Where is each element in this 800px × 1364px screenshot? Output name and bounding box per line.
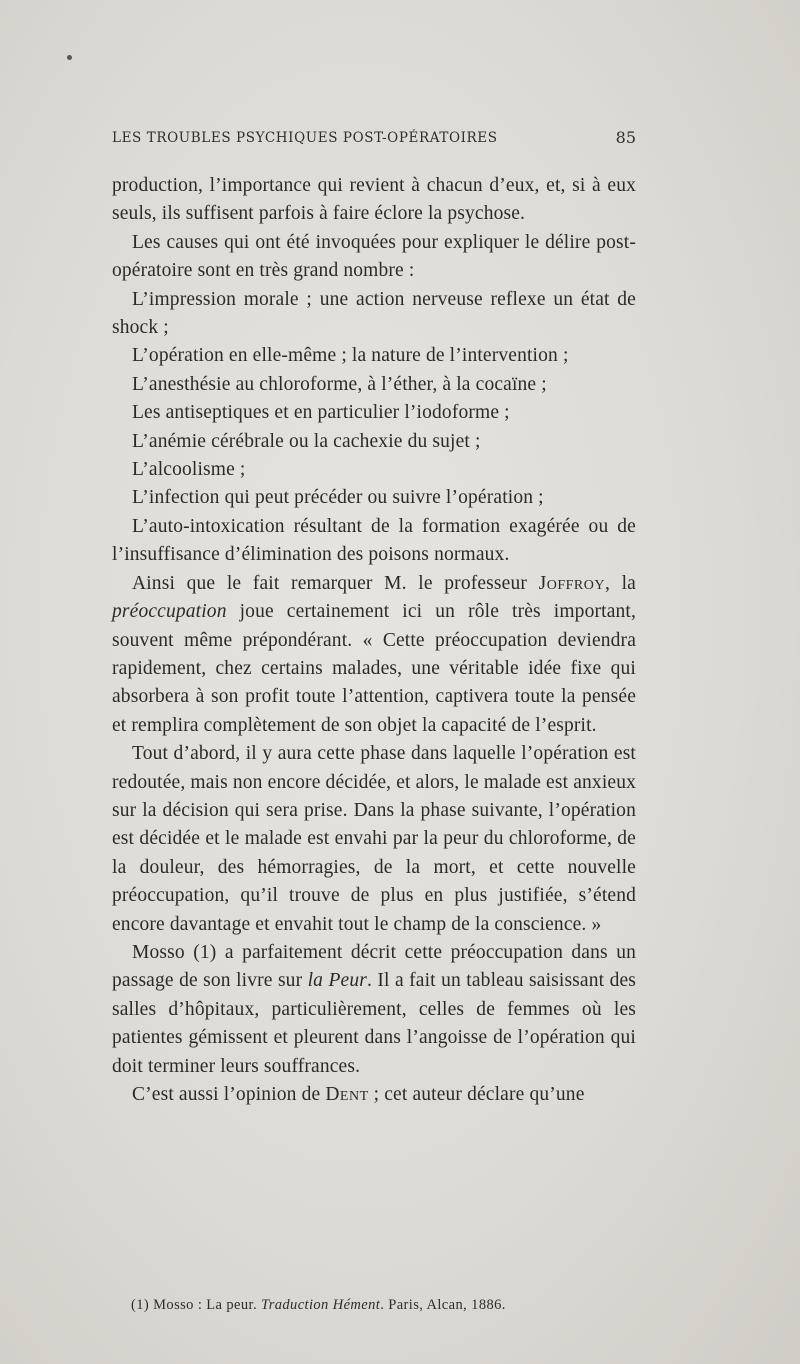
- paragraph: [112, 939, 636, 1081]
- paragraph: [112, 1081, 636, 1109]
- text-run: ; cet auteur déclare qu’une: [368, 1084, 585, 1105]
- paragraph: Les antiseptiques et en particulier l’iodoforme ;: [132, 402, 510, 424]
- page-number: 85: [615, 128, 636, 147]
- paragraph: [112, 570, 636, 740]
- running-title: LES TROUBLES PSYCHIQUES POST-OPÉRATOIRES: [112, 130, 498, 146]
- paragraph: Tout d’abord, il y aura cette phase dans laquelle l’opération est redoutée, mais non encore décidée, et alors, le malade est anxieux sur la décision qui sera prise. Dans la phase suivante, l’opération est décidée et le malade est envahi par la peur du chloroforme, de la douleur, des hémorragies, de la mort, et cette nouvelle préoccupation, qu’il trouve de plus en plus justifiée, s’étend encore davantage et envahit tout le champ de la conscience. »: [112, 743, 636, 935]
- emphasis: préoccupation: [112, 601, 227, 623]
- running-head: [112, 130, 636, 152]
- paragraph: L’auto-intoxication résultant de la formation exagérée ou de l’insuffisance d’élimination des poisons normaux.: [112, 515, 636, 566]
- text-run: (1) Mosso : La peur.: [131, 1297, 262, 1313]
- paragraph: Les causes qui ont été invoquées pour expliquer le délire post-opératoire sont en très grand nombre :: [112, 231, 636, 282]
- author-name: Dent: [325, 1084, 369, 1105]
- text-run: C’est aussi l’opinion de: [132, 1084, 326, 1105]
- paragraph: L’anémie cérébrale ou la cachexie du sujet ;: [132, 430, 481, 452]
- text-run: joue certainement ici un rôle très important, souvent même prépondérant. « Cette préoccupation deviendra rapidement, chez certains malades, une véritable idée fixe qui absorbera à son profit toute l’attention, captivera toute la pensée et remplira complètement de son objet la capacité de l’esprit.: [112, 601, 636, 736]
- text-run: . Il a fait un tableau saisissant des salles d’hôpitaux, particulièrement, celles de femmes où les patientes gémissent et pleurent dans l’angoisse de l’opération qui doit terminer leurs souffrances.: [112, 970, 637, 1077]
- text-run: . Paris, Alcan, 1886.: [380, 1297, 506, 1313]
- paragraph: L’anesthésie au chloroforme, à l’éther, à la cocaïne ;: [132, 373, 547, 395]
- paragraph: L’alcoolisme ;: [132, 459, 246, 481]
- text-run: , la: [604, 572, 636, 594]
- paragraph: L’opération en elle-même ; la nature de l’intervention ;: [132, 345, 569, 367]
- emphasis: la Peur: [307, 970, 367, 992]
- emphasis: Traduction Hément: [261, 1297, 381, 1313]
- ink-speck: [67, 55, 72, 60]
- text-run: Mosso (1) a parfaitement décrit cette préoccupation dans un passage de son livre sur: [112, 941, 636, 992]
- text-run: Ainsi que le fait remarquer M. le professeur: [132, 572, 539, 594]
- author-name: Joffroy: [538, 572, 605, 594]
- body-text: [112, 172, 636, 1109]
- footnote: [131, 1297, 636, 1314]
- paragraph: L’infection qui peut précéder ou suivre l’opération ;: [132, 487, 544, 509]
- paragraph: production, l’importance qui revient à chacun d’eux, et, si à eux seuls, ils suffisent parfois à faire éclore la psychose.: [112, 175, 636, 225]
- paragraph: L’impression morale ; une action nerveuse reflexe un état de shock ;: [112, 288, 636, 339]
